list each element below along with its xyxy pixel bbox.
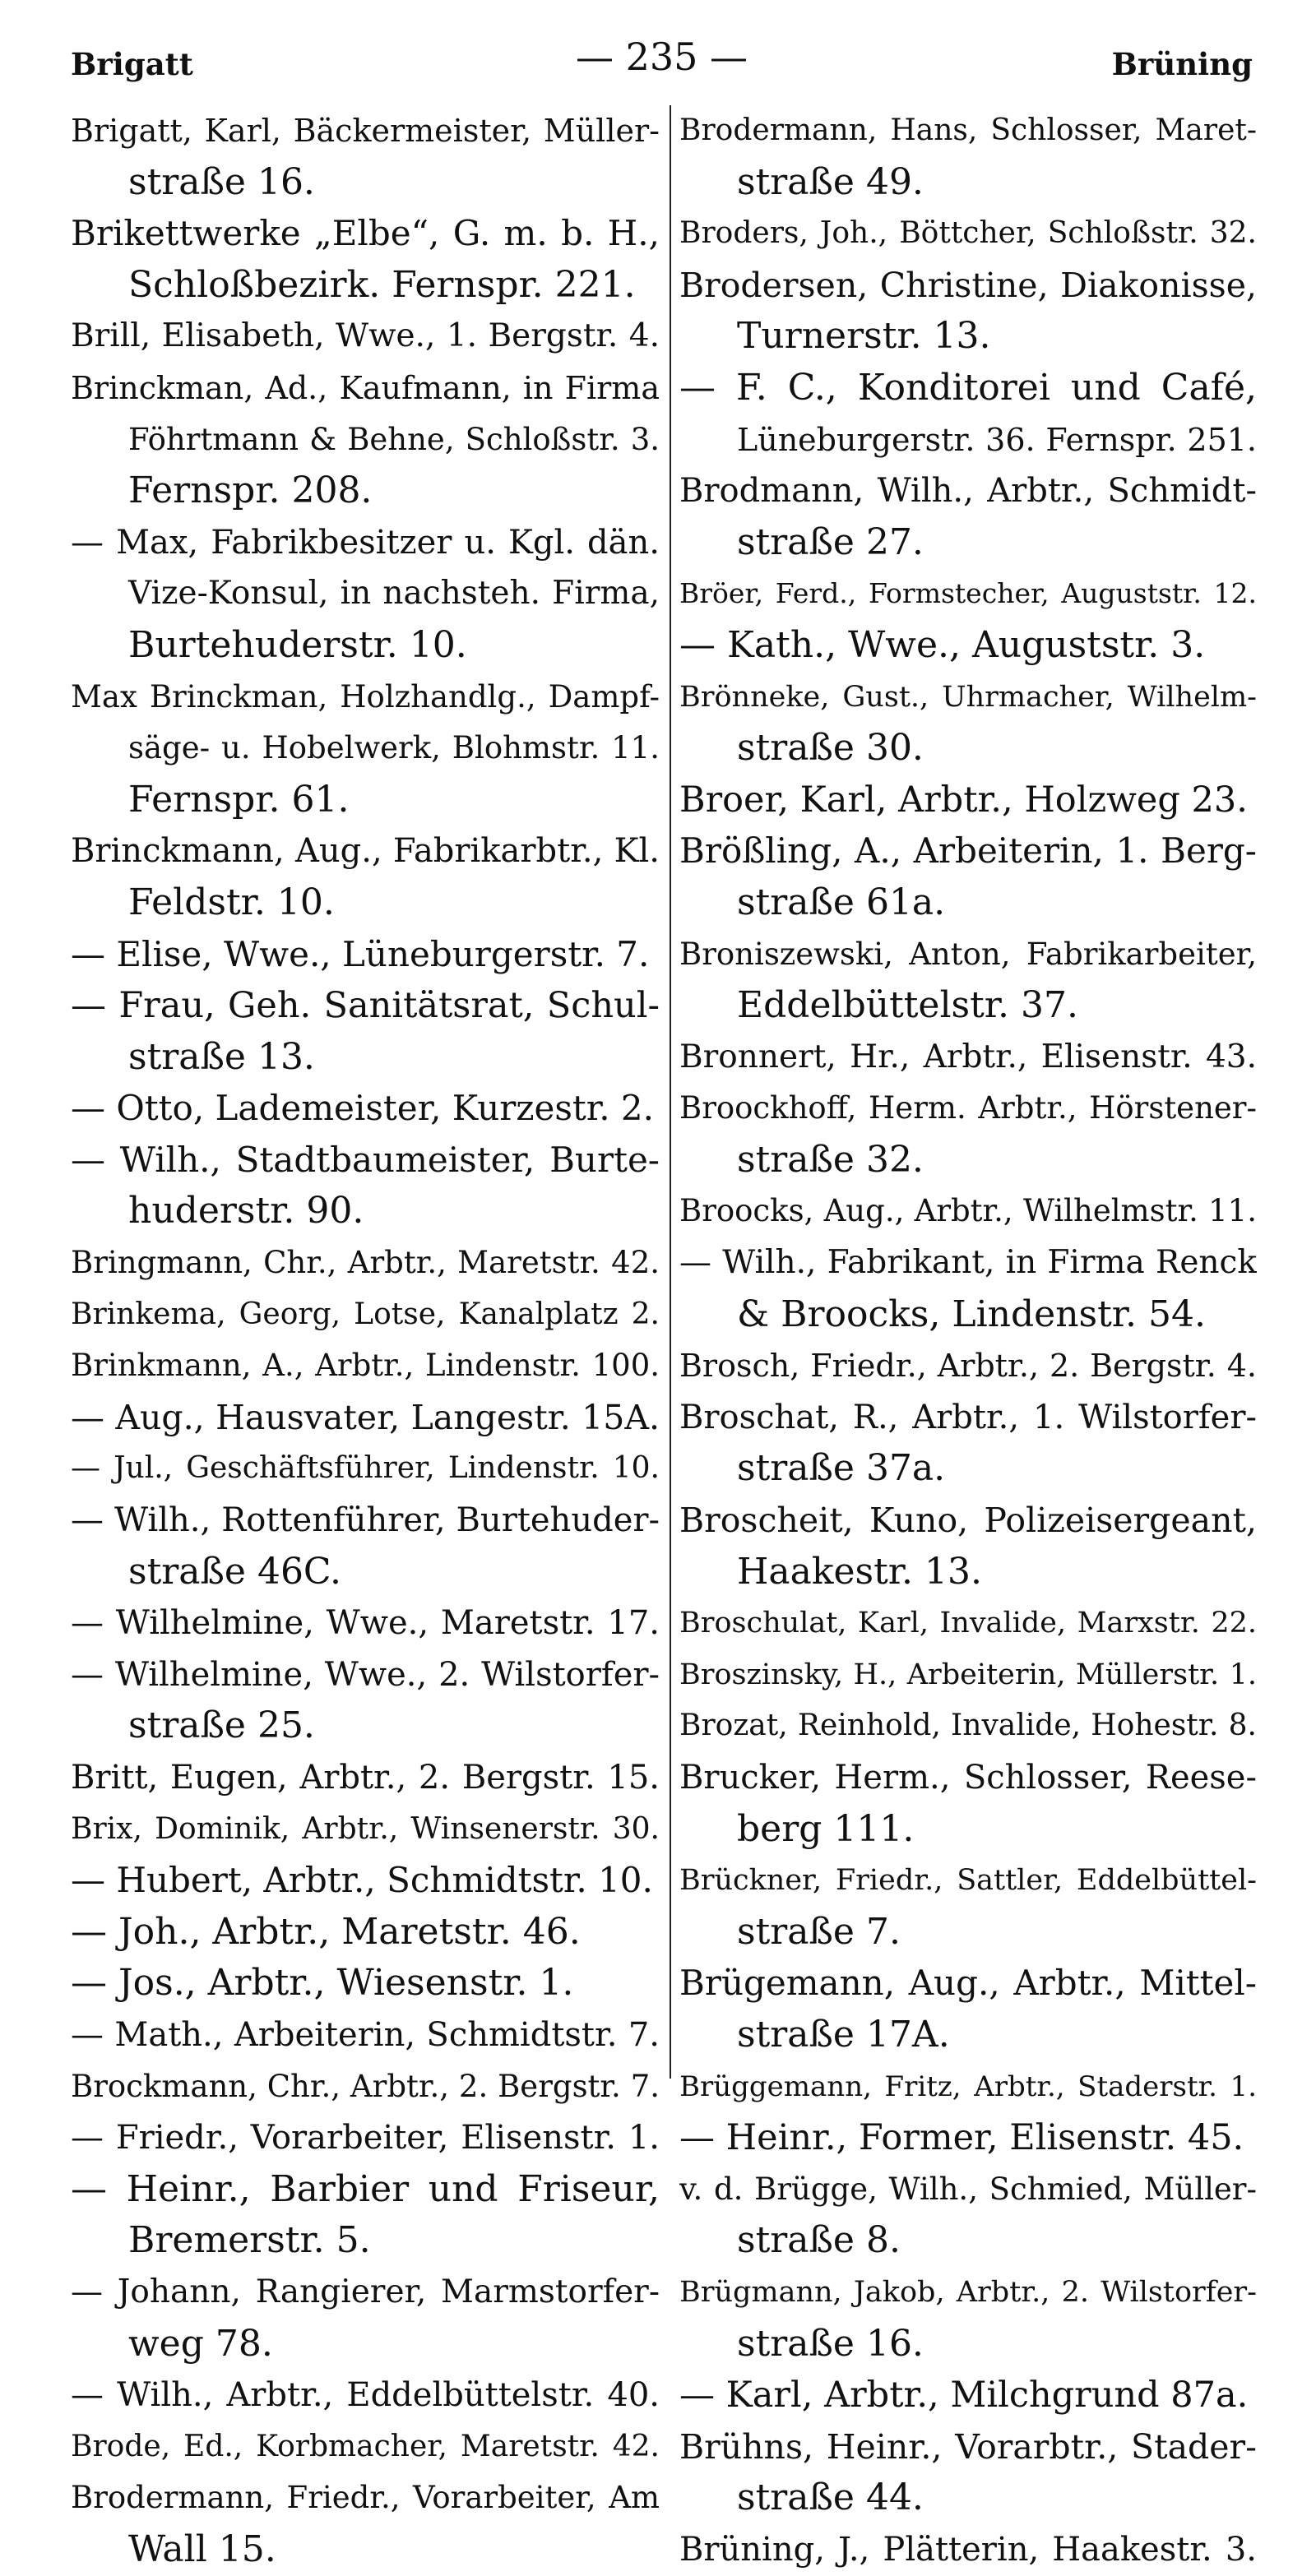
directory-line: — Heinr., Barbier und Friseur,	[71, 2167, 660, 2210]
directory-line: straße 49.	[737, 160, 924, 203]
directory-line: Bronnert, Hr., Arbtr., Elisenstr. 43.	[679, 1038, 1257, 1075]
directory-line: straße 7.	[737, 1910, 901, 1953]
directory-line: — Wilh., Arbtr., Eddelbüttelstr. 40.	[71, 2376, 660, 2415]
directory-line: Brückner, Friedr., Sattler, Eddelbüttel-	[679, 1864, 1257, 1898]
directory-line: Broszinsky, H., Arbeiterin, Müllerstr. 1.	[679, 1658, 1257, 1691]
directory-line: Broschulat, Karl, Invalide, Marxstr. 22.	[679, 1607, 1257, 1640]
directory-line: straße 61a.	[737, 881, 946, 923]
directory-line: Broocks, Aug., Arbtr., Wilhelmstr. 11.	[679, 1193, 1257, 1229]
directory-line: Brinkema, Georg, Lotse, Kanalplatz 2.	[71, 1297, 660, 1331]
directory-line: Brodersen, Christine, Diakonisse,	[679, 265, 1257, 305]
directory-line: Fernspr. 61.	[128, 778, 350, 821]
directory-line: Brikettwerke „Elbe“, G. m. b. H.,	[71, 213, 660, 254]
directory-line: Brill, Elisabeth, Wwe., 1. Bergstr. 4.	[71, 317, 660, 355]
directory-line: Burtehuderstr. 10.	[128, 623, 467, 666]
directory-line: — F. C., Konditorei und Café,	[679, 366, 1257, 409]
directory-line: — Johann, Rangierer, Marmstorfer-	[71, 2273, 660, 2310]
directory-line: — Kath., Wwe., Auguststr. 3.	[679, 623, 1206, 666]
directory-line: Wall 15.	[128, 2527, 276, 2570]
directory-line: — Aug., Hausvater, Langestr. 15A.	[71, 1397, 660, 1437]
directory-line: Broockhoff, Herm. Arbtr., Hörstener-	[679, 1090, 1257, 1126]
running-header	[71, 35, 1253, 92]
directory-line: Brühns, Heinr., Vorarbtr., Stader-	[679, 2426, 1257, 2467]
directory-line: Broscheit, Kuno, Polizeisergeant,	[679, 1501, 1257, 1541]
directory-line: straße 37a.	[737, 1447, 946, 1490]
directory-line: & Broocks, Lindenstr. 54.	[737, 1293, 1206, 1335]
directory-line: straße 27.	[737, 520, 924, 563]
directory-line: — Frau, Geh. Sanitätsrat, Schul-	[71, 985, 660, 1027]
page-number: — 235 —	[575, 35, 748, 79]
directory-line: — Jos., Arbtr., Wiesenstr. 1.	[71, 1962, 574, 2005]
directory-line: straße 8.	[737, 2219, 901, 2262]
directory-line: Brozat, Reinhold, Invalide, Hohestr. 8.	[679, 1709, 1257, 1743]
directory-line: Britt, Eugen, Arbtr., 2. Bergstr. 15.	[71, 1759, 660, 1797]
directory-line: Brode, Ed., Korbmacher, Maretstr. 42.	[71, 2429, 660, 2463]
directory-line: Eddelbüttelstr. 37.	[737, 984, 1078, 1027]
directory-line: straße 16.	[128, 160, 315, 203]
directory-line: Brodermann, Friedr., Vorarbeiter, Am	[71, 2480, 660, 2516]
directory-line: säge- u. Hobelwerk, Blohmstr. 11.	[128, 730, 660, 766]
directory-line: Föhrtmann & Behne, Schloßstr. 3.	[128, 421, 660, 457]
directory-line: — Wilhelmine, Wwe., 2. Wilstorfer-	[71, 1655, 660, 1694]
directory-line: — Karl, Arbtr., Milchgrund 87a.	[679, 2375, 1249, 2416]
directory-line: Brigatt, Karl, Bäckermeister, Müller-	[71, 113, 660, 149]
directory-line: straße 46C.	[128, 1550, 342, 1593]
directory-line: Brönneke, Gust., Uhrmacher, Wilhelm-	[679, 680, 1257, 714]
directory-line: — Joh., Arbtr., Maretstr. 46.	[71, 1910, 581, 1953]
directory-line: — Wilh., Fabrikant, in Firma Renck	[679, 1244, 1257, 1282]
directory-line: Schloßbezirk. Fernspr. 221.	[128, 263, 636, 306]
directory-line: Bröer, Ferd., Formstecher, Auguststr. 12.	[679, 577, 1257, 610]
directory-line: Brosch, Friedr., Arbtr., 2. Bergstr. 4.	[679, 1348, 1257, 1385]
directory-line: Brinckmann, Aug., Fabrikarbtr., Kl.	[71, 832, 660, 871]
header-last-entry: Brüning	[1111, 46, 1253, 82]
header-first-entry: Brigatt	[71, 46, 193, 82]
directory-line: — Wilhelmine, Wwe., Maretstr. 17.	[71, 1604, 660, 1643]
directory-line: berg 111.	[737, 1807, 915, 1850]
directory-line: Feldstr. 10.	[128, 881, 335, 923]
directory-line: straße 25.	[128, 1704, 315, 1747]
directory-line: v. d. Brügge, Wilh., Schmied, Müller-	[679, 2171, 1257, 2207]
directory-line: Brodmann, Wilh., Arbtr., Schmidt-	[679, 472, 1257, 511]
directory-line: Broer, Karl, Arbtr., Holzweg 23.	[679, 779, 1248, 821]
directory-line: Haakestr. 13.	[737, 1550, 982, 1593]
directory-line: straße 16.	[737, 2322, 924, 2365]
directory-line: Brockmann, Chr., Arbtr., 2. Bergstr. 7.	[71, 2068, 660, 2104]
directory-line: — Otto, Lademeister, Kurzestr. 2.	[71, 1088, 654, 1129]
directory-line: Turnerstr. 13.	[737, 315, 991, 358]
directory-line: Broders, Joh., Böttcher, Schloßstr. 32.	[679, 216, 1257, 251]
directory-line: Bringmann, Chr., Arbtr., Maretstr. 42.	[71, 1245, 660, 1281]
directory-line: straße 30.	[737, 727, 924, 770]
directory-line: Brinckman, Ad., Kaufmann, in Firma	[71, 369, 660, 406]
directory-line: Brügemann, Aug., Arbtr., Mittel-	[679, 1963, 1257, 2004]
directory-line: — Math., Arbeiterin, Schmidtstr. 7.	[71, 2015, 660, 2054]
directory-line: Vize-Konsul, in nachsteh. Firma,	[128, 575, 660, 613]
directory-line: Bremerstr. 5.	[128, 2219, 371, 2262]
directory-line: Brüggemann, Fritz, Arbtr., Staderstr. 1.	[679, 2070, 1257, 2103]
directory-line: Brößling, A., Arbeiterin, 1. Berg-	[679, 830, 1257, 872]
directory-line: Broschat, R., Arbtr., 1. Wilstorfer-	[679, 1398, 1257, 1436]
directory-line: straße 44.	[737, 2477, 924, 2519]
directory-line: — Max, Fabrikbesitzer u. Kgl. dän.	[71, 523, 660, 562]
directory-line: Brucker, Herm., Schlosser, Reese-	[679, 1759, 1257, 1797]
right-column	[679, 105, 1257, 2576]
directory-line: — Friedr., Vorarbeiter, Elisenstr. 1.	[71, 2119, 660, 2157]
directory-line: straße 32.	[737, 1138, 924, 1181]
directory-line: Brinkmann, A., Arbtr., Lindenstr. 100.	[71, 1348, 660, 1384]
directory-line: — Elise, Wwe., Lüneburgerstr. 7.	[71, 933, 650, 974]
directory-line: — Heinr., Former, Elisenstr. 45.	[679, 2117, 1244, 2159]
directory-line: weg 78.	[128, 2322, 273, 2365]
directory-line: huderstr. 90.	[128, 1190, 364, 1233]
directory-line: — Wilh., Rottenführer, Burtehuder-	[71, 1501, 660, 1540]
directory-line: Brix, Dominik, Arbtr., Winsenerstr. 30.	[71, 1811, 660, 1846]
directory-line: Max Brinckman, Holzhandlg., Dampf-	[71, 678, 660, 715]
directory-line: straße 13.	[128, 1035, 315, 1078]
directory-line: — Wilh., Stadtbaumeister, Burte-	[71, 1139, 660, 1180]
directory-line: Brodermann, Hans, Schlosser, Maret-	[679, 113, 1257, 147]
directory-line: Lüneburgerstr. 36. Fernspr. 251.	[737, 421, 1257, 458]
directory-line: — Jul., Geschäftsführer, Lindenstr. 10.	[71, 1451, 660, 1486]
column-divider	[670, 105, 671, 2079]
directory-line: Brüning, J., Plätterin, Haakestr. 3.	[679, 2530, 1257, 2569]
directory-line: Brügmann, Jakob, Arbtr., 2. Wilstorfer-	[679, 2275, 1257, 2309]
left-column	[71, 105, 660, 2576]
directory-line: Fernspr. 208.	[128, 469, 373, 512]
directory-line: — Hubert, Arbtr., Schmidtstr. 10.	[71, 1860, 653, 1901]
directory-line: straße 17A.	[737, 2013, 950, 2056]
directory-line: Broniszewski, Anton, Fabrikarbeiter,	[679, 936, 1257, 972]
